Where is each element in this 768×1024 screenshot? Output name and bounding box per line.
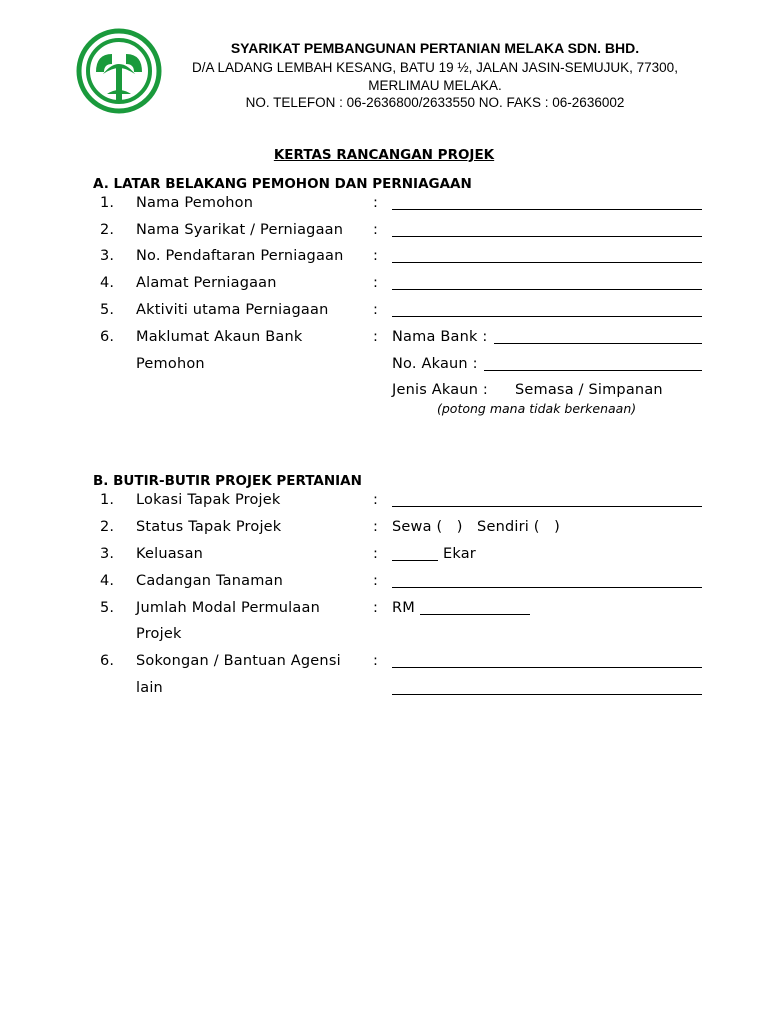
account-type-label: Jenis Akaun :: [392, 382, 489, 398]
colon: :: [373, 653, 379, 669]
item-label: Keluasan: [136, 546, 204, 562]
account-number-field[interactable]: [484, 370, 702, 371]
colon: :: [373, 519, 379, 535]
item-label: Jumlah Modal Permulaan: [136, 600, 320, 616]
section-b-heading: B. BUTIR-BUTIR PROJEK PERTANIAN: [93, 473, 362, 489]
item-label: Lokasi Tapak Projek: [136, 492, 281, 508]
item-label: Nama Pemohon: [136, 195, 254, 211]
colon: :: [373, 600, 379, 616]
item-number: 5.: [100, 600, 115, 616]
item-number: 3.: [100, 248, 115, 264]
lokasi-tapak-field[interactable]: [392, 506, 702, 507]
item-label-continued: lain: [136, 680, 163, 696]
item-number: 1.: [100, 195, 115, 211]
item-label: Alamat Perniagaan: [136, 275, 277, 291]
company-name: SYARIKAT PEMBANGUNAN PERTANIAN MELAKA SDN. BHD.: [230, 40, 640, 56]
item-number: 1.: [100, 492, 115, 508]
account-type-options[interactable]: Semasa / Simpanan: [515, 382, 663, 398]
keluasan-field[interactable]: [392, 560, 438, 561]
sokongan-agensi-field[interactable]: [392, 667, 702, 668]
alamat-perniagaan-field[interactable]: [392, 289, 702, 290]
form-title: KERTAS RANCANGAN PROJEK: [273, 147, 495, 163]
colon: :: [373, 329, 379, 345]
nama-syarikat-field[interactable]: [392, 236, 702, 237]
item-number: 2.: [100, 519, 115, 535]
sokongan-agensi-field-line-2[interactable]: [392, 694, 702, 695]
strike-out-note: (potong mana tidak berkenaan): [437, 401, 637, 416]
item-label-continued: Pemohon: [136, 356, 205, 372]
item-number: 5.: [100, 302, 115, 318]
bank-name-label: Nama Bank :: [392, 329, 488, 345]
colon: :: [373, 546, 379, 562]
no-pendaftaran-field[interactable]: [392, 262, 702, 263]
company-address-line-2: MERLIMAU MELAKA.: [368, 78, 502, 93]
cadangan-tanaman-field[interactable]: [392, 587, 702, 588]
bank-name-field[interactable]: [494, 343, 702, 344]
colon: :: [373, 248, 379, 264]
item-label: Cadangan Tanaman: [136, 573, 283, 589]
account-number-label: No. Akaun :: [392, 356, 478, 372]
aktiviti-utama-field[interactable]: [392, 316, 702, 317]
area-unit: Ekar: [443, 546, 476, 562]
item-label: Sokongan / Bantuan Agensi: [136, 653, 341, 669]
colon: :: [373, 195, 379, 211]
company-address-line-1: D/A LADANG LEMBAH KESANG, BATU 19 ½, JALAN JASIN-SEMUJUK, 77300,: [192, 60, 678, 75]
colon: :: [373, 222, 379, 238]
item-label: Nama Syarikat / Perniagaan: [136, 222, 344, 238]
item-number: 4.: [100, 573, 115, 589]
modal-permulaan-field[interactable]: [420, 614, 530, 615]
item-number: 6.: [100, 653, 115, 669]
item-number: 2.: [100, 222, 115, 238]
item-number: 4.: [100, 275, 115, 291]
company-contact: NO. TELEFON : 06-2636800/2633550 NO. FAKS : 06-2636002: [245, 95, 625, 110]
colon: :: [373, 573, 379, 589]
item-label: Maklumat Akaun Bank: [136, 329, 303, 345]
section-a-heading: A. LATAR BELAKANG PEMOHON DAN PERNIAGAAN: [93, 176, 472, 192]
nama-pemohon-field[interactable]: [392, 209, 702, 210]
item-label: Aktiviti utama Perniagaan: [136, 302, 329, 318]
item-label: No. Pendaftaran Perniagaan: [136, 248, 344, 264]
currency-label: RM: [392, 600, 415, 616]
item-label: Status Tapak Projek: [136, 519, 282, 535]
status-options-checkboxes[interactable]: Sewa ( ) Sendiri ( ): [392, 519, 560, 535]
item-number: 3.: [100, 546, 115, 562]
colon: :: [373, 302, 379, 318]
item-label-continued: Projek: [136, 626, 182, 642]
colon: :: [373, 492, 379, 508]
item-number: 6.: [100, 329, 115, 345]
colon: :: [373, 275, 379, 291]
